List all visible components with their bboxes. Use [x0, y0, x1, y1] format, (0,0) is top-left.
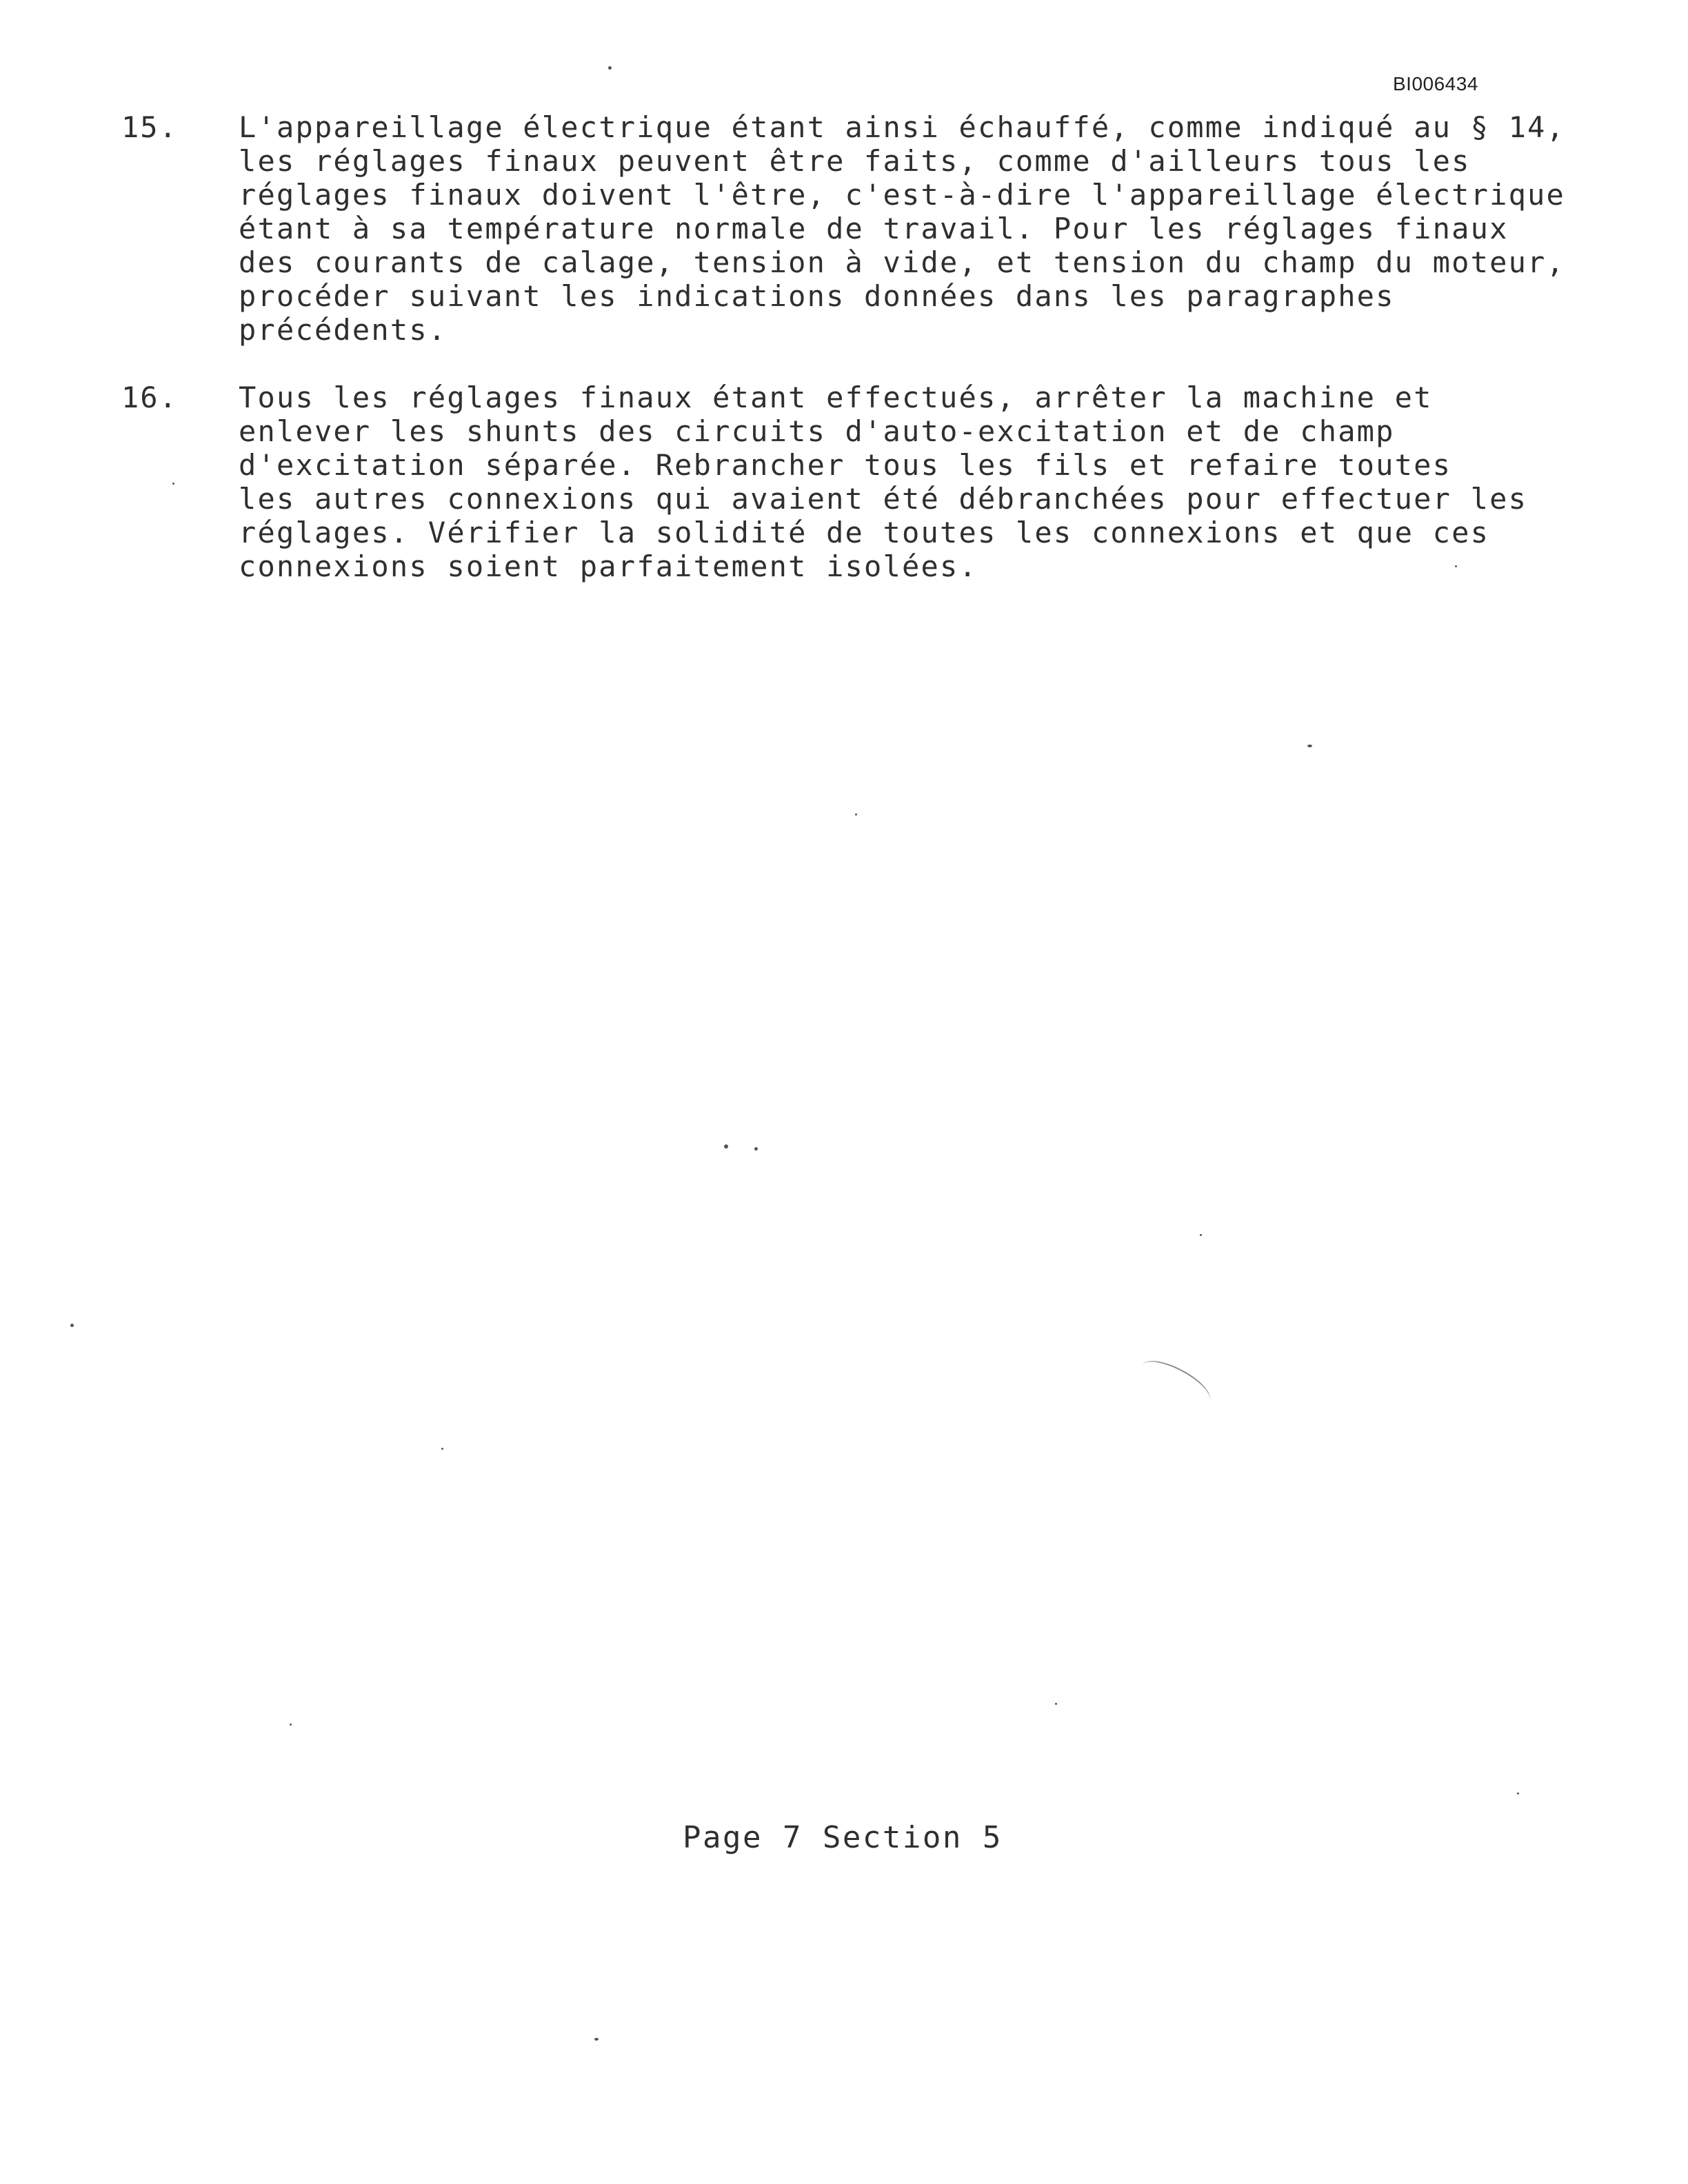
paragraph-number: 16. — [121, 381, 178, 414]
document-id: BI006434 — [1393, 73, 1478, 94]
text-line: les autres connexions qui avaient été débranchées pour effectuer les — [239, 482, 1528, 516]
scan-speck — [724, 1144, 728, 1149]
text-line: les réglages finaux peuvent être faits, comme d'ailleurs tous les — [239, 144, 1471, 178]
text-line: étant à sa température normale de travail. Pour les réglages finaux — [239, 212, 1509, 245]
text-line: d'excitation séparée. Rebrancher tous les fils et refaire toutes — [239, 448, 1452, 482]
scan-smudge — [1136, 1353, 1216, 1414]
text-line: des courants de calage, tension à vide, et tension du champ du moteur, — [239, 245, 1566, 279]
page-footer: Page 7 Section 5 — [683, 1820, 1003, 1855]
text-line: réglages. Vérifier la solidité de toutes les connexions et que ces — [239, 516, 1490, 549]
scan-speck — [608, 66, 612, 70]
text-line: L'appareillage électrique étant ainsi échauffé, comme indiqué au § 14, — [239, 110, 1566, 144]
text-line: Tous les réglages finaux étant effectués, arrêter la machine et — [239, 381, 1433, 414]
paragraph-number: 15. — [121, 110, 178, 144]
scan-speck — [855, 813, 857, 816]
scan-speck — [290, 1723, 292, 1726]
scan-speck — [1517, 1792, 1519, 1794]
text-line: connexions soient parfaitement isolées. — [239, 549, 978, 583]
text-line: réglages finaux doivent l'être, c'est-à-dire l'appareillage électrique — [239, 178, 1566, 212]
text-line: enlever les shunts des circuits d'auto-excitation et de champ — [239, 414, 1395, 448]
scan-speck — [1307, 745, 1312, 747]
paragraph-body — [239, 381, 1527, 583]
text-line: procéder suivant les indications données dans les paragraphes — [239, 279, 1395, 313]
scan-speck — [754, 1147, 758, 1151]
scan-speck — [1455, 565, 1457, 567]
scan-speck — [1055, 1703, 1057, 1705]
text-line: précédents. — [239, 313, 448, 347]
scan-speck — [1200, 1234, 1202, 1236]
scan-speck — [172, 483, 174, 485]
scan-speck — [441, 1448, 443, 1450]
scan-speck — [70, 1324, 74, 1327]
paragraph-body — [239, 110, 1565, 347]
scan-speck — [594, 2038, 599, 2041]
